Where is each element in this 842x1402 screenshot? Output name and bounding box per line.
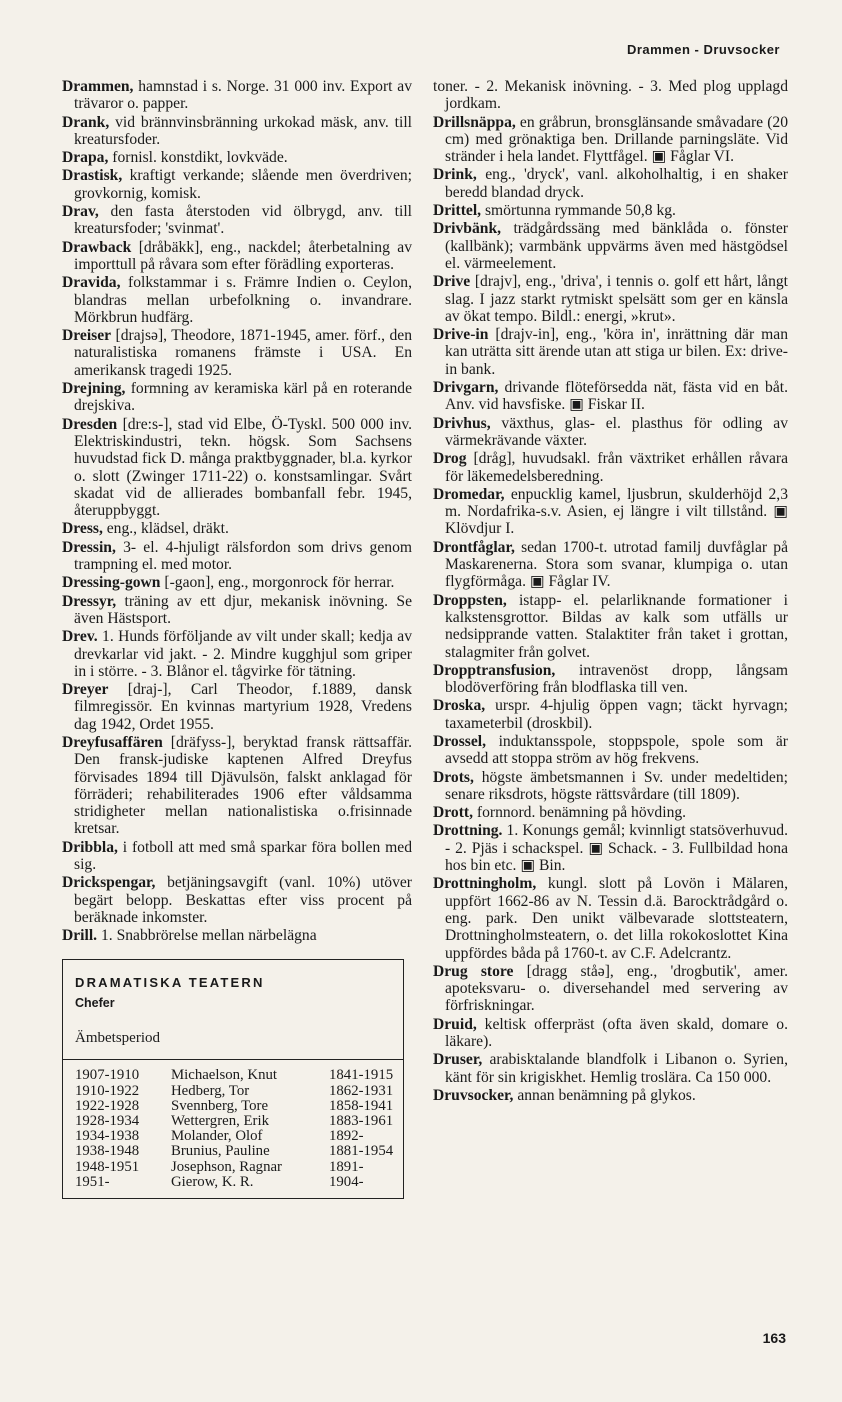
cell-name: Molander, Olof xyxy=(171,1128,263,1145)
dictionary-entry xyxy=(433,379,788,414)
cell-years: 1862-1931 xyxy=(329,1082,394,1099)
entry-headword: Dress, xyxy=(62,520,103,538)
entry-headword: Drank, xyxy=(62,113,110,131)
dictionary-entry xyxy=(62,839,412,874)
entry-headword: Drawback xyxy=(62,238,132,256)
entry-text: fornisl. konstdikt, lovkväde. xyxy=(108,149,288,167)
dictionary-entry xyxy=(62,78,412,113)
dictionary-entry xyxy=(433,326,788,378)
entry-headword: Drivbänk, xyxy=(433,220,502,238)
dictionary-entry xyxy=(433,662,788,697)
entry-text: växthus, glas- el. plasthus för odling av värmekrävande växter. xyxy=(445,414,788,449)
entry-headword: Drive xyxy=(433,273,471,291)
dictionary-entry xyxy=(62,327,412,379)
dictionary-entry xyxy=(433,450,788,485)
cell-years: 1858-1941 xyxy=(329,1097,394,1114)
entry-text: induktansspole, stoppspole, spole som är avsedd att stoppa ström av hög frekvens. xyxy=(445,732,788,768)
entry-text: i fotboll att med små sparkar föra bollen med sig. xyxy=(74,838,412,874)
dictionary-entry xyxy=(62,239,412,274)
running-head: Drammen - Druvsocker xyxy=(626,42,780,57)
entry-text: [drajsə], Theodore, 1871-1945, amer. förf., den naturalistiska romanens främste i USA. En amerikansk tragedi 1925. xyxy=(74,327,412,379)
dictionary-entry xyxy=(433,804,788,821)
cell-name: Hedberg, Tor xyxy=(171,1082,250,1099)
dictionary-entry xyxy=(433,1051,788,1086)
entry-headword: Dressyr, xyxy=(62,592,117,610)
entry-headword: Druvsocker, xyxy=(433,1086,514,1104)
cell-years: 1841-1915 xyxy=(329,1067,394,1084)
cell-name: Michaelson, Knut xyxy=(171,1067,278,1084)
entry-headword: Drivgarn, xyxy=(433,379,499,397)
entry-headword: Drickspengar, xyxy=(62,874,156,892)
entry-headword: Droska, xyxy=(433,697,486,715)
entry-text: [dråg], huvudsakl. från växtriket erhållen råvara för läkemedelsberedning. xyxy=(445,450,788,485)
entry-text: [draj-], Carl Theodor, f.1889, dansk filmregissör. En kvinnas martyrium 1928, Vredens dag 1942, Ordet 1955. xyxy=(74,681,412,733)
cell-name: Brunius, Pauline xyxy=(171,1143,270,1160)
dictionary-entry xyxy=(62,203,412,238)
entry-text: [-gaon], eng., morgonrock för herrar. xyxy=(160,574,395,592)
table-row xyxy=(75,1175,395,1190)
table-row xyxy=(75,1114,395,1129)
entry-headword: Dressin, xyxy=(62,538,116,556)
entry-text: 1. Konungs gemål; kvinnligt statsöverhuvud. - 2. Pjäs i schackspel. ▣ Schack. - 3. Fullbildad hona hos bin etc. ▣ Bin. xyxy=(445,822,788,875)
dictionary-entry xyxy=(433,415,788,450)
entry-headword: Drav, xyxy=(62,203,99,221)
dictionary-entry xyxy=(62,416,412,520)
dictionary-entry xyxy=(62,274,412,326)
entry-text: vid brännvinsbränning urkokad mäsk, anv. till kreatursfoder. xyxy=(74,113,412,148)
dictionary-entry xyxy=(433,220,788,272)
cell-period: 1938-1948 xyxy=(75,1143,140,1160)
dictionary-entry xyxy=(62,681,412,733)
entry-text: [dråbäkk], eng., nackdel; återbetalning av importtull på råvara som efter förädling exporteras. xyxy=(74,238,412,273)
entry-headword: Drots, xyxy=(433,768,474,786)
entry-text: [dragg ståə], eng., 'drogbutik', amer. apoteksvaru- o. diversehandel med servering av förfriskningar. xyxy=(445,962,789,1015)
dictionary-entry xyxy=(433,592,788,661)
cell-period: 1922-1928 xyxy=(75,1097,140,1114)
entry-headword: Drillsnäppa, xyxy=(433,113,516,131)
entry-headword: Drastisk, xyxy=(62,167,123,185)
entry-headword: Dribbla, xyxy=(62,838,118,856)
entry-headword: Drittel, xyxy=(433,202,482,220)
entry-headword: Drive-in xyxy=(433,326,489,344)
cell-name: Svennberg, Tore xyxy=(171,1097,269,1114)
entry-text: smörtunna rymmande 50,8 kg. xyxy=(481,202,676,220)
dictionary-entry xyxy=(433,78,788,113)
entry-headword: Drev. xyxy=(62,628,98,646)
dictionary-entry xyxy=(62,927,412,944)
dictionary-entry xyxy=(62,539,412,574)
entry-text: toner. - 2. Mekanisk inövning. - 3. Med plog upplagd jordkam. xyxy=(433,78,788,113)
entry-text: enpucklig kamel, ljusbrun, skulderhöjd 2,3 m. Nordafrika-s.v. Asien, ej längre i vilt tillstånd. ▣ Klövdjur I. xyxy=(445,485,788,538)
entry-headword: Drug store xyxy=(433,962,514,980)
cell-years: 1892- xyxy=(329,1128,364,1145)
entry-text: arabisktalande blandfolk i Libanon o. Syrien, känt för sin krigiskhet. Hemlig troslära. Ca 150 000. xyxy=(445,1051,788,1086)
dictionary-entry xyxy=(433,697,788,732)
entry-text: fornnord. benämning på hövding. xyxy=(472,804,687,822)
entry-text: urspr. 4-hjulig öppen vagn; täckt hyrvagn; taxameterbil (droskbil). xyxy=(445,697,788,732)
entry-headword: Druser, xyxy=(433,1051,483,1069)
entry-headword: Dreiser xyxy=(62,327,112,345)
entry-headword: Drossel, xyxy=(433,732,486,750)
cell-period: 1928-1934 xyxy=(75,1113,140,1130)
dictionary-entry xyxy=(433,202,788,219)
right-column xyxy=(433,78,788,1105)
entry-text: hamnstad i s. Norge. 31 000 inv. Export av trävaror o. papper. xyxy=(74,78,412,113)
entry-text: [dräfyss-], beryktad fransk rättsaffär. Den fransk-judiske kaptenen Alfred Dreyfus förvisades 1894 till Djävulsön, falskt anklagad för förräderi; rehabiliterades 1906 efter våldsamma stridigheter mellan nationalistiska o.frisinnade kretsar. xyxy=(74,733,412,838)
entry-headword: Dravida, xyxy=(62,274,121,292)
cell-years: 1883-1961 xyxy=(329,1113,394,1130)
entry-text: formning av keramiska kärl på en roterande drejskiva. xyxy=(74,380,412,415)
entry-text: drivande flöteförsedda nät, fästa vid en båt. Anv. vid havsfiske. ▣ Fiskar II. xyxy=(445,379,788,414)
dictionary-entry xyxy=(62,520,412,537)
entry-headword: Drott, xyxy=(433,804,473,822)
entry-text: annan benämning på glykos. xyxy=(513,1086,696,1104)
dictionary-entry xyxy=(433,875,788,961)
entry-text: [dre:s-], stad vid Elbe, Ö-Tyskl. 500 000 inv. Elektriskindustri, tekn. högsk. Som Sachsens huvudstad fick D. många praktbyggnader, bl.a. kyrkor o. slott (Zwinger 1711-22) o. konstsamlingar. Svårt skadat vid de allierades bombanfall febr. 1945, återuppbyggt. xyxy=(74,415,413,520)
table-row xyxy=(75,1144,395,1159)
entry-text: 3- el. 4-hjuligt rälsfordon som drivs genom trampning el. med motor. xyxy=(74,538,412,574)
entry-headword: Dropptransfusion, xyxy=(433,661,556,679)
box-title: DRAMATISKA TEATERN xyxy=(75,974,265,990)
entry-text: [drajv-in], eng., 'köra in', inrättning där man kan uträtta sitt ärende utan att stiga ur bilen. Ex: drive-in bank. xyxy=(445,326,788,378)
entry-text: träning av ett djur, mekanisk inövning. Se även Hästsport. xyxy=(74,592,412,627)
entry-headword: Druid, xyxy=(433,1015,477,1033)
dictionary-entry xyxy=(433,539,788,591)
entry-text: sedan 1700-t. utrotad familj duvfåglar på Maskarenerna. Stora som svanar, klumpiga o. utan flygförmåga. ▣ Fåglar IV. xyxy=(445,538,788,591)
entry-headword: Dresden xyxy=(62,415,118,433)
dictionary-entry xyxy=(62,734,412,838)
entry-headword: Drink, xyxy=(433,166,477,184)
table-row xyxy=(75,1099,395,1114)
cell-years: 1904- xyxy=(329,1173,364,1190)
entry-text: den fasta återstoden vid ölbrygd, anv. till kreatursfoder; 'svinmat'. xyxy=(74,203,412,238)
entry-headword: Drammen, xyxy=(62,78,134,95)
entry-headword: Droppsten, xyxy=(433,591,507,609)
box-subtitle: Chefer xyxy=(75,995,115,1010)
dictionary-entry xyxy=(62,574,412,591)
entry-text: en gråbrun, bronsglänsande småvadare (20 cm) med grönaktiga ben. Drillande parningsläte. Vid stränder i hela landet. Flyttfågel. ▣ Fåglar VI. xyxy=(445,113,788,166)
dictionary-entry xyxy=(433,1016,788,1051)
cell-period: 1907-1910 xyxy=(75,1067,140,1084)
entry-text: 1. Hunds förföljande av vilt under skall; kedja av drevkarlar vid jakt. - 2. Mindre kugghjul som griper in i större. - 3. Blånor el. tågvirke för tätning. xyxy=(74,628,412,680)
cell-name: Josephson, Ragnar xyxy=(171,1158,282,1175)
entry-text: keltisk offerpräst (ofta även skald, domare o. läkare). xyxy=(445,1015,788,1051)
cell-period: 1951- xyxy=(75,1173,110,1190)
dictionary-entry xyxy=(62,114,412,149)
table-row xyxy=(75,1129,395,1144)
dramatiska-teatern-box xyxy=(62,959,404,1200)
entry-headword: Drivhus, xyxy=(433,414,491,432)
dictionary-entry xyxy=(433,1087,788,1104)
dictionary-entry xyxy=(62,628,412,680)
entry-text: betjäningsavgift (vanl. 10%) utöver begärt belopp. Beskattas efter viss procent på beräknade inkomster. xyxy=(74,874,412,926)
dictionary-entry xyxy=(62,380,412,415)
cell-name: Wettergren, Erik xyxy=(171,1113,269,1130)
box-divider xyxy=(63,1059,403,1060)
entry-headword: Dromedar, xyxy=(433,485,505,503)
entry-headword: Drottning. xyxy=(433,822,503,840)
cell-period: 1910-1922 xyxy=(75,1082,140,1099)
cell-years: 1881-1954 xyxy=(329,1143,394,1160)
dictionary-entry xyxy=(433,733,788,768)
entry-headword: Dressing-gown xyxy=(62,574,161,592)
dictionary-entry xyxy=(433,822,788,874)
entry-headword: Drottningholm, xyxy=(433,875,537,893)
cell-years: 1891- xyxy=(329,1158,364,1175)
entry-text: 1. Snabbrörelse mellan närbelägna xyxy=(97,927,317,945)
table-row xyxy=(75,1160,395,1175)
cell-period: 1934-1938 xyxy=(75,1128,140,1145)
dictionary-entry xyxy=(433,166,788,201)
entry-headword: Drontfåglar, xyxy=(433,538,515,556)
entry-headword: Drejning, xyxy=(62,380,126,398)
entry-text: kungl. slott på Lovön i Mälaren, uppfört 1662-86 av N. Tessin d.ä. Barocktrådgård o. eng. park. Den unikt välbevarade slottsteatern, Drottningholmsteatern, o. det lilla rokokoslottet Kina uppfördes båda på 1760-t. av C.F. Adelcrantz. xyxy=(445,875,788,962)
dictionary-entry xyxy=(62,149,412,166)
dictionary-entry xyxy=(433,963,788,1015)
table-row xyxy=(75,1068,395,1083)
cell-name: Gierow, K. R. xyxy=(171,1173,254,1190)
dictionary-entry xyxy=(62,167,412,202)
entry-text: eng., klädsel, dräkt. xyxy=(102,520,229,538)
entry-text: istapp- el. pelarliknande formationer i kalkstensgrottor. Bildas av kalk som utfälls ur nedsipprande vatten. Stalaktiter från taket i grottan, stalagmiter från golvet. xyxy=(445,591,788,661)
entry-text: eng., 'dryck', vanl. alkoholhaltig, i en shaker beredd blandad dryck. xyxy=(445,166,788,201)
dictionary-entry xyxy=(62,874,412,926)
entry-headword: Drill. xyxy=(62,927,98,945)
entry-headword: Drog xyxy=(433,450,467,468)
left-column xyxy=(62,78,412,1199)
page-number: 163 xyxy=(762,1330,786,1346)
entry-text: [drajv], eng., 'driva', i tennis o. golf ett hårt, långt slag. I jazz starkt rytmiskt spelsätt som ger en känsla av ökat tempo. Bildl.: energi, »krut». xyxy=(445,273,788,325)
entry-text: intravenöst dropp, långsam blodöverföring från blodflaska till ven. xyxy=(445,661,788,697)
cell-period: 1948-1951 xyxy=(75,1158,140,1175)
dictionary-entry xyxy=(433,769,788,804)
entry-text: kraftigt verkande; slående men överdriven; grovkornig, komisk. xyxy=(74,167,412,202)
dictionary-entry xyxy=(62,593,412,628)
dictionary-entry xyxy=(433,486,788,538)
entry-text: folkstammar i s. Främre Indien o. Ceylon, blandras mellan urbefolkning o. invandrare. Mörkbrun hudfärg. xyxy=(74,274,412,326)
entry-text: trädgårdssäng med bänklåda o. fönster (kallbänk); varmbänk uppvärms även med hästgödsel el. värmeelement. xyxy=(445,220,788,272)
entry-text: högste ämbetsmannen i Sv. under medeltiden; senare riksdrots, högste rättsvårdare (till 1809). xyxy=(445,768,788,803)
entry-headword: Drapa, xyxy=(62,149,109,167)
table-row xyxy=(75,1084,395,1099)
dictionary-entry xyxy=(433,273,788,325)
entry-headword: Dreyfusaffären xyxy=(62,733,163,751)
box-period-label: Ämbetsperiod xyxy=(75,1030,160,1047)
dictionary-entry xyxy=(433,114,788,166)
entry-headword: Dreyer xyxy=(62,681,109,699)
